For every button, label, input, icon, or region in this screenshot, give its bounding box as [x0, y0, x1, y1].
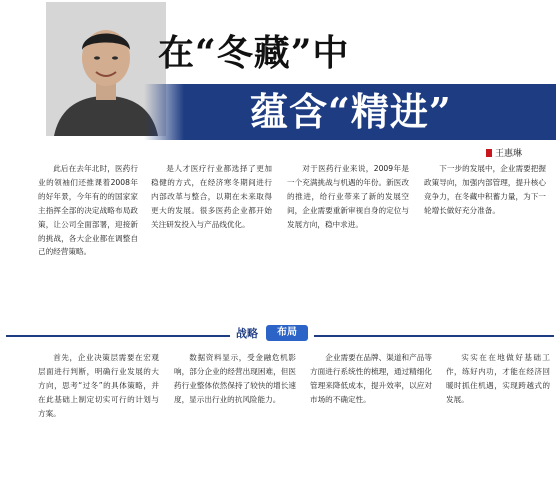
headline-line-1: 在“冬藏”中	[158, 32, 350, 74]
byline	[486, 148, 522, 160]
paragraph: 实实在在地做好基础工作，练好内功，才能在经济回暖时抓住机遇，实现跨越式的发展。	[446, 353, 550, 404]
paragraph: 下一步的发展中，企业需要把握政策导向，加强内部管理，提升核心竞争力，在冬藏中积蓄力量，为下一轮增长做好充分准备。	[424, 164, 546, 215]
section-label: 战略	[236, 327, 258, 340]
body-column-5	[38, 351, 159, 497]
body-column-7	[310, 351, 432, 497]
paragraph: 企业需要在品牌、渠道和产品等方面进行系统性的梳理，通过精细化管理来降低成本，提升效率，以应对市场的不确定性。	[310, 353, 432, 404]
body-column-3	[287, 162, 409, 322]
headline-line-2: 蕴含“精进”	[250, 89, 452, 134]
body-column-6	[174, 351, 296, 497]
paragraph: 首先，企业决策层需要在宏观层面进行判断，明确行业发展的大方向，思考“过冬”的具体策略，并在此基础上制定切实可行的计划与方案。	[38, 353, 159, 418]
divider-line-left	[6, 335, 230, 337]
paragraph: 对于医药行业来说，2009年是一个充满挑战与机遇的年份。新医改的推进，给行业带来了新的发展空间，企业需要重新审视自身的定位与发展方向，稳中求进。	[287, 164, 409, 229]
section-badge: 布局	[266, 325, 308, 341]
body-column-2	[151, 162, 272, 322]
body-column-4	[424, 162, 546, 322]
divider-line-right	[314, 335, 554, 337]
paragraph: 是人才医疗行业都选择了更加稳健的方式，在经济寒冬期间进行内部改革与整合，以期在未来取得更大的发展。很多医药企业都开始关注研发投入与产品线优化。	[151, 164, 272, 229]
paragraph: 此后在去年北时，医药行业的领袖们还推课着2008年的好年景，今年有的的国家家主指挥全部的决定战略布局政策，让公司全面部署，迎接新的挑战，各大企业都在调整自己的经营策略。	[38, 164, 138, 257]
body-column-8	[446, 351, 550, 497]
byline-marker-icon	[486, 149, 492, 157]
body-column-1	[38, 162, 138, 322]
byline-author: 王惠琳	[495, 149, 523, 159]
paragraph: 数据资料显示，受金融危机影响，部分企业的经营出现困难，但医药行业整体依然保持了较快的增长速度，显示出行业的抗风险能力。	[174, 353, 296, 404]
